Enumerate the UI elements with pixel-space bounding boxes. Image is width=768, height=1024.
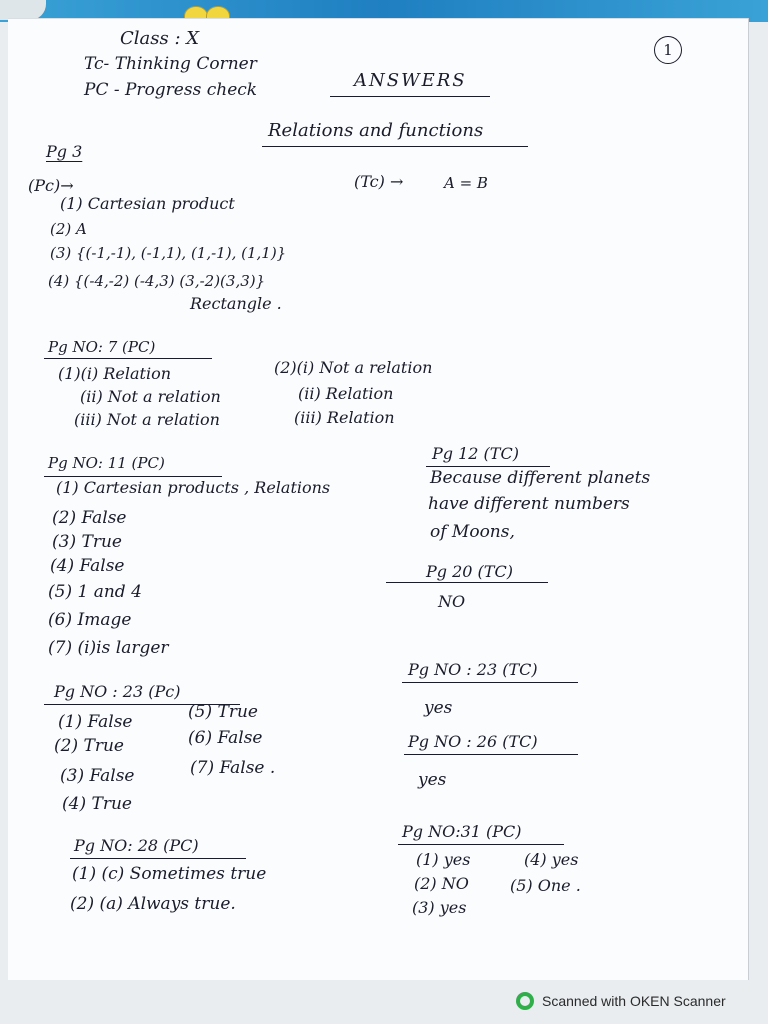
subject-title: Relations and functions: [268, 120, 484, 141]
pg28-underline: [70, 858, 246, 859]
pg7-right-item: (2)(i) Not a relation: [274, 358, 433, 377]
pc-line: PC - Progress check: [84, 80, 258, 100]
pg31-left-item: (3) yes: [412, 898, 467, 917]
pg20-underline: [386, 582, 548, 583]
section-title-pg3: Pg 3: [46, 142, 83, 161]
corner-tab: [0, 0, 46, 20]
pg23-pc-right-item: (7) False .: [190, 758, 276, 778]
pg7-right-item: (ii) Relation: [298, 384, 394, 403]
pg26-underline: [404, 754, 578, 755]
pg23-pc-left-item: (3) False: [60, 766, 135, 786]
answers-heading: ANSWERS: [354, 70, 467, 91]
pg7-right-item: (iii) Relation: [294, 408, 395, 427]
pg31-right-item: (5) One .: [510, 876, 581, 895]
tc-line: Tc- Thinking Corner: [84, 54, 257, 74]
pg3-item: (4) {(-4,-2) (-4,3) (3,-2)(3,3)}: [48, 272, 266, 290]
section-title-pg11: Pg NO: 11 (PC): [48, 454, 165, 472]
pg12-line: have different numbers: [428, 494, 630, 514]
pg3-tc-answer: A = B: [444, 174, 488, 192]
pg26-answer: yes: [418, 770, 447, 790]
pg11-item: (1) Cartesian products , Relations: [56, 478, 331, 497]
class-line: Class : X: [120, 28, 200, 49]
pg11-item: (5) 1 and 4: [48, 582, 142, 602]
pg7-underline: [44, 358, 212, 359]
pg23-tc-answer: yes: [424, 698, 453, 718]
pg23-pc-right-item: (5) True: [188, 702, 258, 722]
pg3-pc-label: (Pc)→: [28, 176, 74, 195]
section-title-pg31: Pg NO:31 (PC): [402, 822, 522, 841]
section-title-pg28: Pg NO: 28 (PC): [74, 836, 199, 855]
pg28-item: (2) (a) Always true.: [70, 894, 236, 914]
scanner-watermark: [516, 990, 726, 1012]
pg23-pc-right-item: (6) False: [188, 728, 263, 748]
pg23-tc-underline: [402, 682, 578, 683]
pg23-pc-left-item: (2) True: [54, 736, 124, 756]
pg31-left-item: (1) yes: [416, 850, 471, 869]
page-number: 1: [654, 36, 682, 64]
pg23-pc-left-item: (4) True: [62, 794, 132, 814]
section-title-pg12: Pg 12 (TC): [432, 444, 519, 463]
pg3-item: (1) Cartesian product: [60, 194, 235, 213]
pg12-line: of Moons,: [430, 522, 515, 542]
pg28-item: (1) (c) Sometimes true: [72, 864, 267, 884]
scanner-text: Scanned with OKEN Scanner: [542, 993, 726, 1009]
section-title-pg26: Pg NO : 26 (TC): [408, 732, 538, 751]
answers-underline: [330, 96, 490, 97]
section-title-pg7: Pg NO: 7 (PC): [48, 338, 156, 356]
pg31-underline: [398, 844, 564, 845]
pg11-item: (7) (i)is larger: [48, 638, 169, 658]
subject-underline: [262, 146, 528, 147]
pg3-tc-label: (Tc) →: [354, 172, 404, 191]
pg31-right-item: (4) yes: [524, 850, 579, 869]
pg3-note: Rectangle .: [190, 294, 282, 313]
pg11-item: (3) True: [52, 532, 122, 552]
pg31-left-item: (2) NO: [414, 874, 469, 893]
section-title-pg23-tc: Pg NO : 23 (TC): [408, 660, 538, 679]
pg11-underline: [44, 476, 222, 477]
pg12-line: Because different planets: [430, 468, 651, 488]
pg20-answer: NO: [438, 592, 466, 611]
pg3-item: (3) {(-1,-1), (-1,1), (1,-1), (1,1)}: [50, 244, 287, 262]
pg12-underline: [426, 466, 550, 467]
section-title-pg20: Pg 20 (TC): [426, 562, 513, 581]
pg7-left-item: (1)(i) Relation: [58, 364, 172, 383]
pg3-item: (2) A: [50, 220, 87, 238]
pg11-item: (4) False: [50, 556, 125, 576]
pg11-item: (6) Image: [48, 610, 132, 630]
pg7-left-item: (iii) Not a relation: [74, 410, 220, 429]
pg7-left-item: (ii) Not a relation: [80, 387, 221, 406]
section-title-pg23-pc: Pg NO : 23 (Pc): [54, 682, 181, 701]
scanner-logo-icon: [516, 992, 534, 1010]
pg11-item: (2) False: [52, 508, 127, 528]
pg23-pc-left-item: (1) False: [58, 712, 133, 732]
